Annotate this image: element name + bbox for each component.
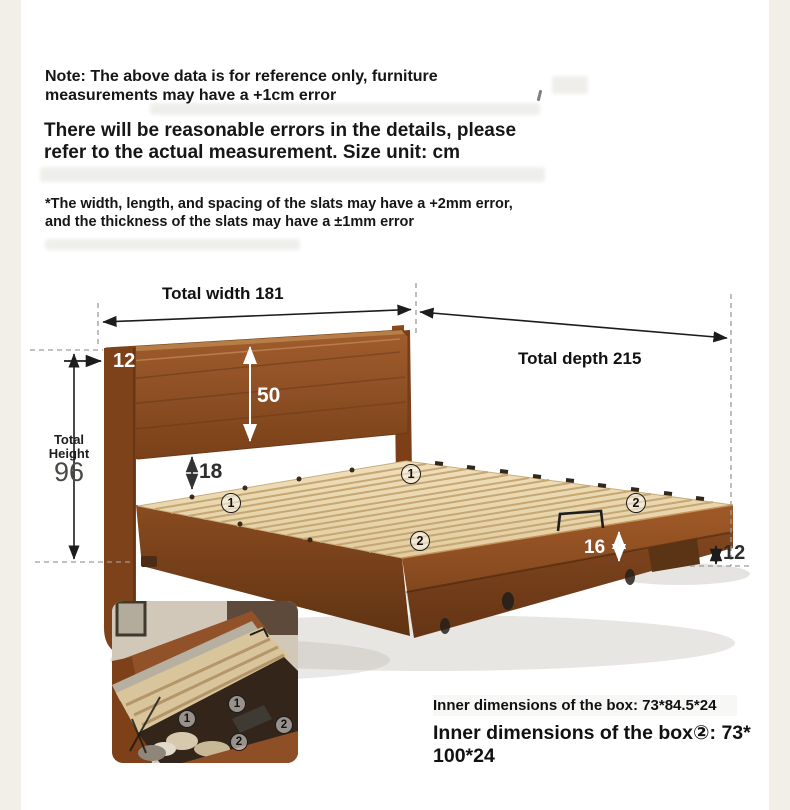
slat-marker-2: 2 — [410, 531, 430, 551]
box-inner-dimensions-2: Inner dimensions of the box②: 73* 100*24 — [433, 722, 751, 768]
note-reference-error: Note: The above data is for reference only, furniture measurements may have a +1cm error — [45, 68, 438, 104]
note-size-unit: There will be reasonable errors in the details, please refer to the actual measurement. Size unit: cm — [44, 120, 517, 164]
photo-marker-2: 2 — [230, 733, 248, 751]
total-width-arrow — [103, 310, 411, 323]
box-inner-dimensions-1: Inner dimensions of the box: 73*84.5*24 — [433, 695, 737, 716]
photo-marker-2: 2 — [275, 716, 293, 734]
storage-photo-art — [112, 601, 298, 763]
slat-marker-1: 1 — [401, 464, 421, 484]
storage-box-photo — [112, 601, 298, 763]
photo-marker-1: 1 — [228, 695, 246, 713]
headboard-height-value: 50 — [257, 384, 281, 407]
total-width-label: Total width 181 — [162, 284, 284, 303]
rail-height-value: 16 — [584, 537, 606, 558]
photo-marker-1: 1 — [178, 710, 196, 728]
note-slats-tolerance: *The width, length, and spacing of the slats may have a +2mm error, and the thickness of the slats may have a ±1mm error — [45, 196, 513, 230]
slat-marker-2: 2 — [626, 493, 646, 513]
total-depth-arrow — [420, 312, 727, 338]
total-depth-label: Total depth 215 — [518, 349, 642, 368]
headboard-thickness-value: 12 — [113, 350, 136, 372]
headboard-gap-value: 18 — [199, 460, 223, 483]
photo-picture-frame — [117, 602, 145, 635]
slat-marker-1: 1 — [221, 493, 241, 513]
floor-gap-value: 12 — [723, 542, 746, 564]
total-height-label: Total Height — [48, 432, 90, 461]
total-height-value: 96 — [53, 457, 85, 487]
